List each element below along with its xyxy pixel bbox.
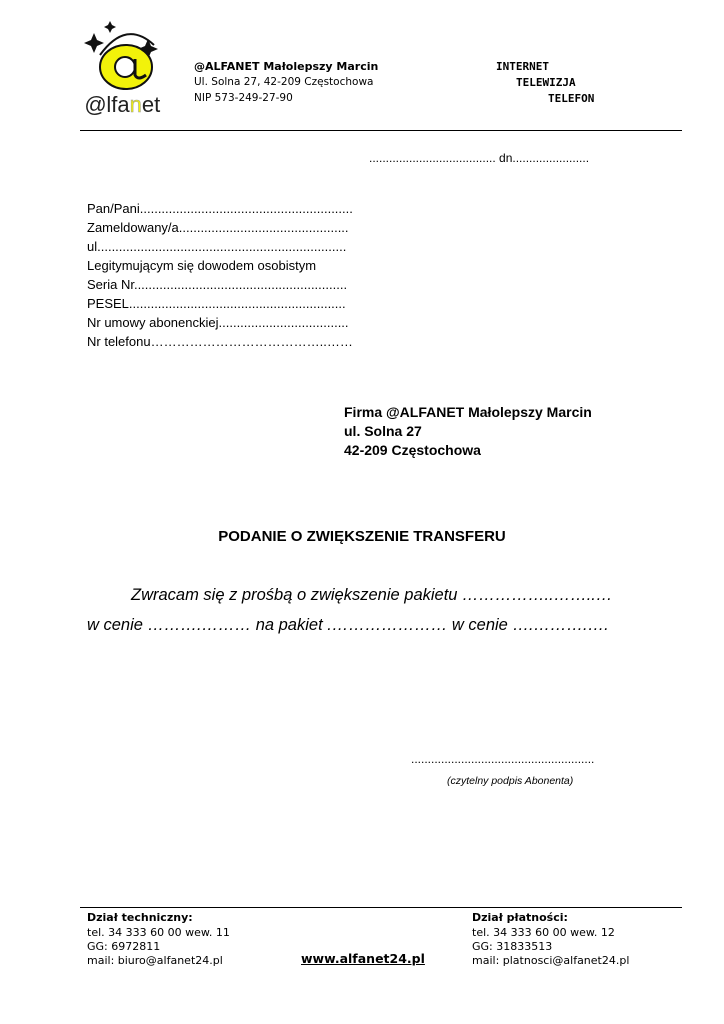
- recipient-company: Firma @ALFANET Małolepszy Marcin: [344, 404, 592, 420]
- body-line-1: Zwracam się z prośbą o zwiększenie pakietu ……………..……..…: [131, 586, 613, 604]
- logo-wordmark: @lfanet: [84, 92, 161, 117]
- footer-payments-mail: mail: platnosci@alfanet24.pl: [472, 954, 630, 967]
- field-street: ul.....................................................................: [87, 239, 347, 254]
- header-address: Ul. Solna 27, 42-209 Częstochowa: [194, 76, 374, 88]
- header-company: @ALFANET Małolepszy Marcin: [194, 60, 379, 73]
- service-tv: TELEWIZJA: [516, 76, 576, 89]
- footer-payments-tel: tel. 34 333 60 00 wew. 12: [472, 926, 615, 939]
- service-phone: TELEFON: [548, 92, 595, 105]
- recipient-city: 42-209 Częstochowa: [344, 442, 481, 458]
- service-internet: INTERNET: [496, 60, 549, 73]
- field-name: Pan/Pani...........................................................: [87, 201, 353, 216]
- footer-website-link[interactable]: www.alfanet24.pl: [301, 951, 425, 966]
- field-contract-number: Nr umowy abonenckiej....................................: [87, 315, 349, 330]
- field-id-label: Legitymującym się dowodem osobistym: [87, 258, 317, 273]
- footer-technical-tel: tel. 34 333 60 00 wew. 11: [87, 926, 230, 939]
- logo-sparkle-left: [84, 33, 104, 53]
- footer-payments-gg: GG: 31833513: [472, 940, 553, 953]
- signature-line: .......................................................: [411, 752, 595, 766]
- footer-technical-gg: GG: 6972811: [87, 940, 161, 953]
- footer-technical-mail: mail: biuro@alfanet24.pl: [87, 954, 223, 967]
- footer-divider: [80, 907, 682, 908]
- recipient-street: ul. Solna 27: [344, 423, 422, 439]
- date-line: ...................................... dn.......................: [369, 151, 590, 165]
- footer-payments-heading: Dział płatności:: [472, 911, 568, 924]
- footer-technical-heading: Dział techniczny:: [87, 911, 193, 924]
- header-nip: NIP 573-249-27-90: [194, 92, 293, 104]
- body-line-2: w cenie ……….……… na pakiet .………………… w cenie ….……….….: [87, 616, 609, 634]
- signature-note: (czytelny podpis Abonenta): [447, 775, 574, 787]
- field-id-series: Seria Nr...........................................................: [87, 277, 348, 292]
- field-registered: Zameldowany/a...............................................: [87, 220, 349, 235]
- field-phone: Nr telefonu…………………………………..……: [87, 334, 353, 349]
- alfanet-logo: [80, 15, 172, 121]
- header-divider: [80, 130, 682, 131]
- document-title: PODANIE O ZWIĘKSZENIE TRANSFERU: [218, 528, 506, 545]
- field-pesel: PESEL............................................................: [87, 296, 346, 311]
